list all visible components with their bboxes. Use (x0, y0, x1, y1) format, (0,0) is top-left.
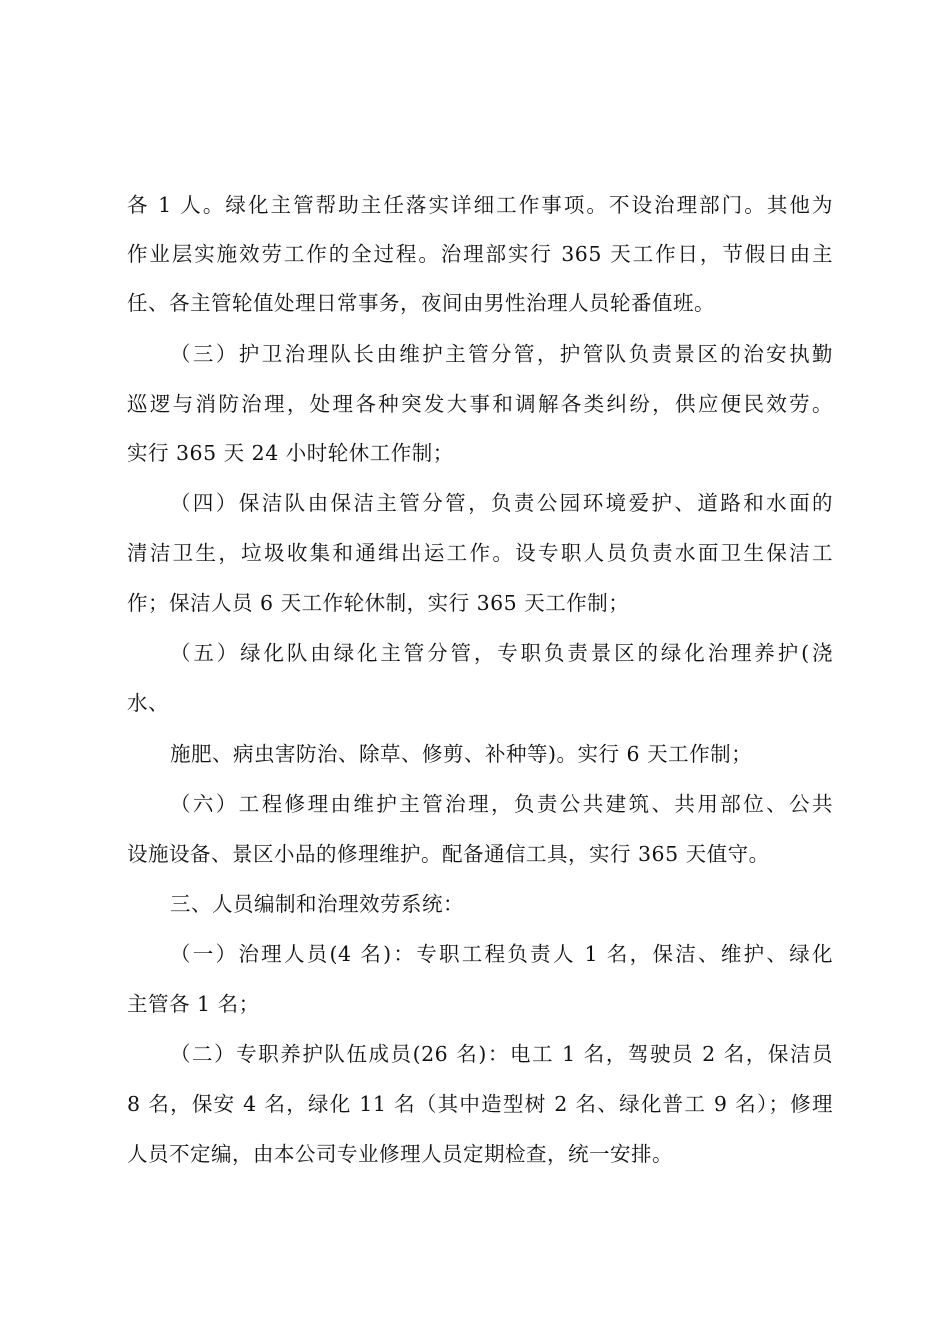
section-heading: 三、人员编制和治理效劳系统： (170, 892, 464, 916)
text-line-16: （一）治理人员(4 名)：专职工程负责人 1 名，保洁、维护、绿化 (170, 942, 833, 966)
text-line-17: 主管各 1 名； (127, 992, 260, 1016)
text-line-20: 人员不定编，由本公司专业修理人员定期检查，统一安排。 (127, 1142, 673, 1166)
text-line-3: 任、各主管轮值处理日常事务，夜间由男性治理人员轮番值班。 (127, 291, 715, 315)
text-line-1: 各 1 人。绿化主管帮助主任落实详细工作事项。不设治理部门。其他为 (127, 193, 833, 217)
text-line-14: 设施设备、景区小品的修理维护。配备通信工具，实行 365 天值守。 (127, 842, 770, 866)
text-line-13: （六）工程修理由维护主管治理，负责公共建筑、共用部位、公共 (170, 792, 833, 816)
text-line-6: 实行 365 天 24 小时轮休工作制； (127, 441, 454, 465)
text-line-7: （四）保洁队由保洁主管分管，负责公园环境爱护、道路和水面的 (170, 491, 833, 515)
text-line-8: 清洁卫生，垃圾收集和通缉出运工作。设专职人员负责水面卫生保洁工 (127, 541, 833, 565)
text-line-11: 水、 (127, 691, 169, 715)
text-line-10: （五）绿化队由绿化主管分管，专职负责景区的绿化治理养护(浇 (170, 641, 833, 665)
text-line-5: 巡逻与消防治理，处理各种突发大事和调解各类纠纷，供应便民效劳。 (127, 392, 833, 416)
text-line-12: 施肥、病虫害防治、除草、修剪、补种等)。实行 6 天工作制； (170, 742, 753, 766)
text-line-18: （二）专职养护队伍成员(26 名)：电工 1 名，驾驶员 2 名，保洁员 (170, 1042, 833, 1066)
text-line-9: 作；保洁人员 6 天工作轮休制，实行 365 天工作制； (127, 591, 630, 615)
text-line-2: 作业层实施效劳工作的全过程。治理部实行 365 天工作日，节假日由主 (127, 242, 833, 266)
text-line-19: 8 名，保安 4 名，绿化 11 名（其中造型树 2 名、绿化普工 9 名）；修理 (127, 1092, 833, 1116)
text-line-4: （三）护卫治理队长由维护主管分管，护管队负责景区的治安执勤 (170, 342, 833, 366)
